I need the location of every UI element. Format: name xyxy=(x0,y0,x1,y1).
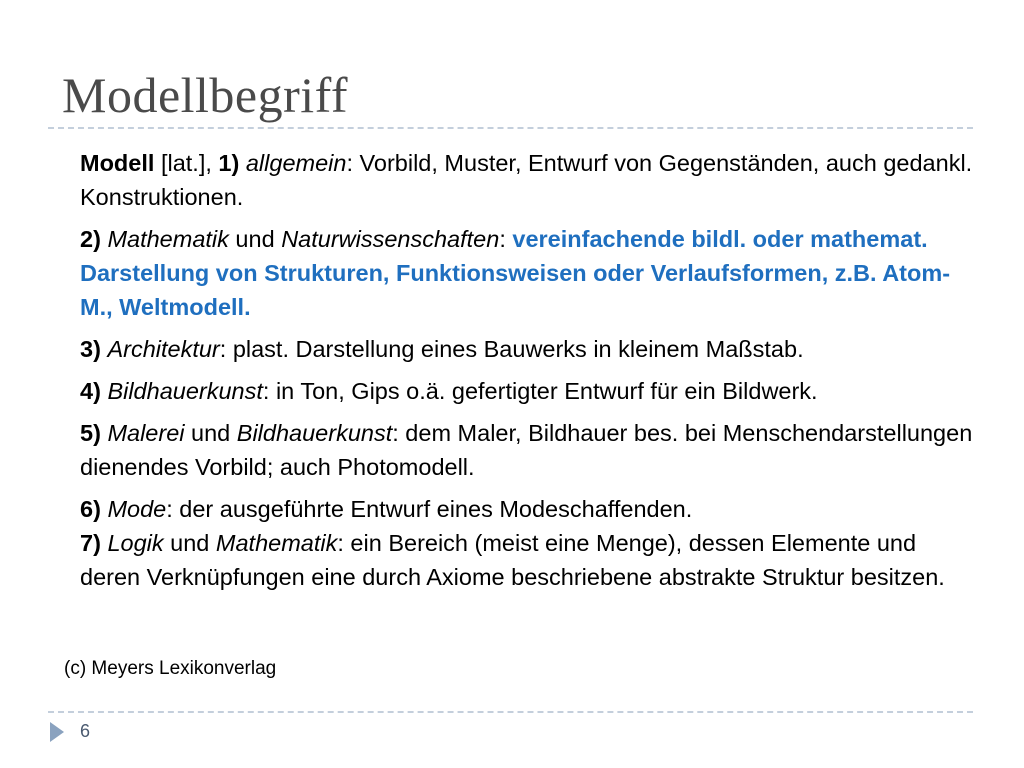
source-citation: (c) Meyers Lexikonverlag xyxy=(64,658,277,679)
footer-divider xyxy=(48,711,973,713)
definition-body xyxy=(80,146,980,602)
definition-science: 2) Mathematik und Naturwissenschaften: vereinfachende bildl. oder mathemat. Darstellung von Strukturen, Funktionsweisen oder Verlaufsformen, z.B. Atom-M., Weltmodell. xyxy=(80,226,951,320)
term: Modell xyxy=(80,150,155,176)
definition-fashion: 6) Mode: der ausgeführte Entwurf eines Modeschaffenden. xyxy=(80,496,693,522)
definition-painting: 5) Malerei und Bildhauerkunst: dem Maler, Bildhauer bes. bei Menschendarstellungen dienendes Vorbild; auch Photomodell. xyxy=(80,420,973,480)
highlighted-definition: vereinfachende bildl. oder mathemat. Darstellung von Strukturen, Funktionsweisen oder Verlaufsformen, z.B. Atom-M., Weltmodell. xyxy=(80,226,951,320)
slide-title: Modellbegriff xyxy=(62,67,349,123)
definition-general: Modell [lat.], 1) allgemein: Vorbild, Muster, Entwurf von Gegenständen, auch gedankl. Konstruktionen. xyxy=(80,150,973,210)
definition-logic: 7) Logik und Mathematik: ein Bereich (meist eine Menge), dessen Elemente und deren Verknüpfungen eine durch Axiome beschriebene abstrakte Struktur besitzen. xyxy=(80,530,945,590)
page-number: 6 xyxy=(80,721,91,741)
title-divider xyxy=(48,127,973,129)
definition-architecture: 3) Architektur: plast. Darstellung eines Bauwerks in kleinem Maßstab. xyxy=(80,336,804,362)
definition-sculpture: 4) Bildhauerkunst: in Ton, Gips o.ä. gefertigter Entwurf für ein Bildwerk. xyxy=(80,378,818,404)
triangle-bullet-icon xyxy=(50,722,64,742)
